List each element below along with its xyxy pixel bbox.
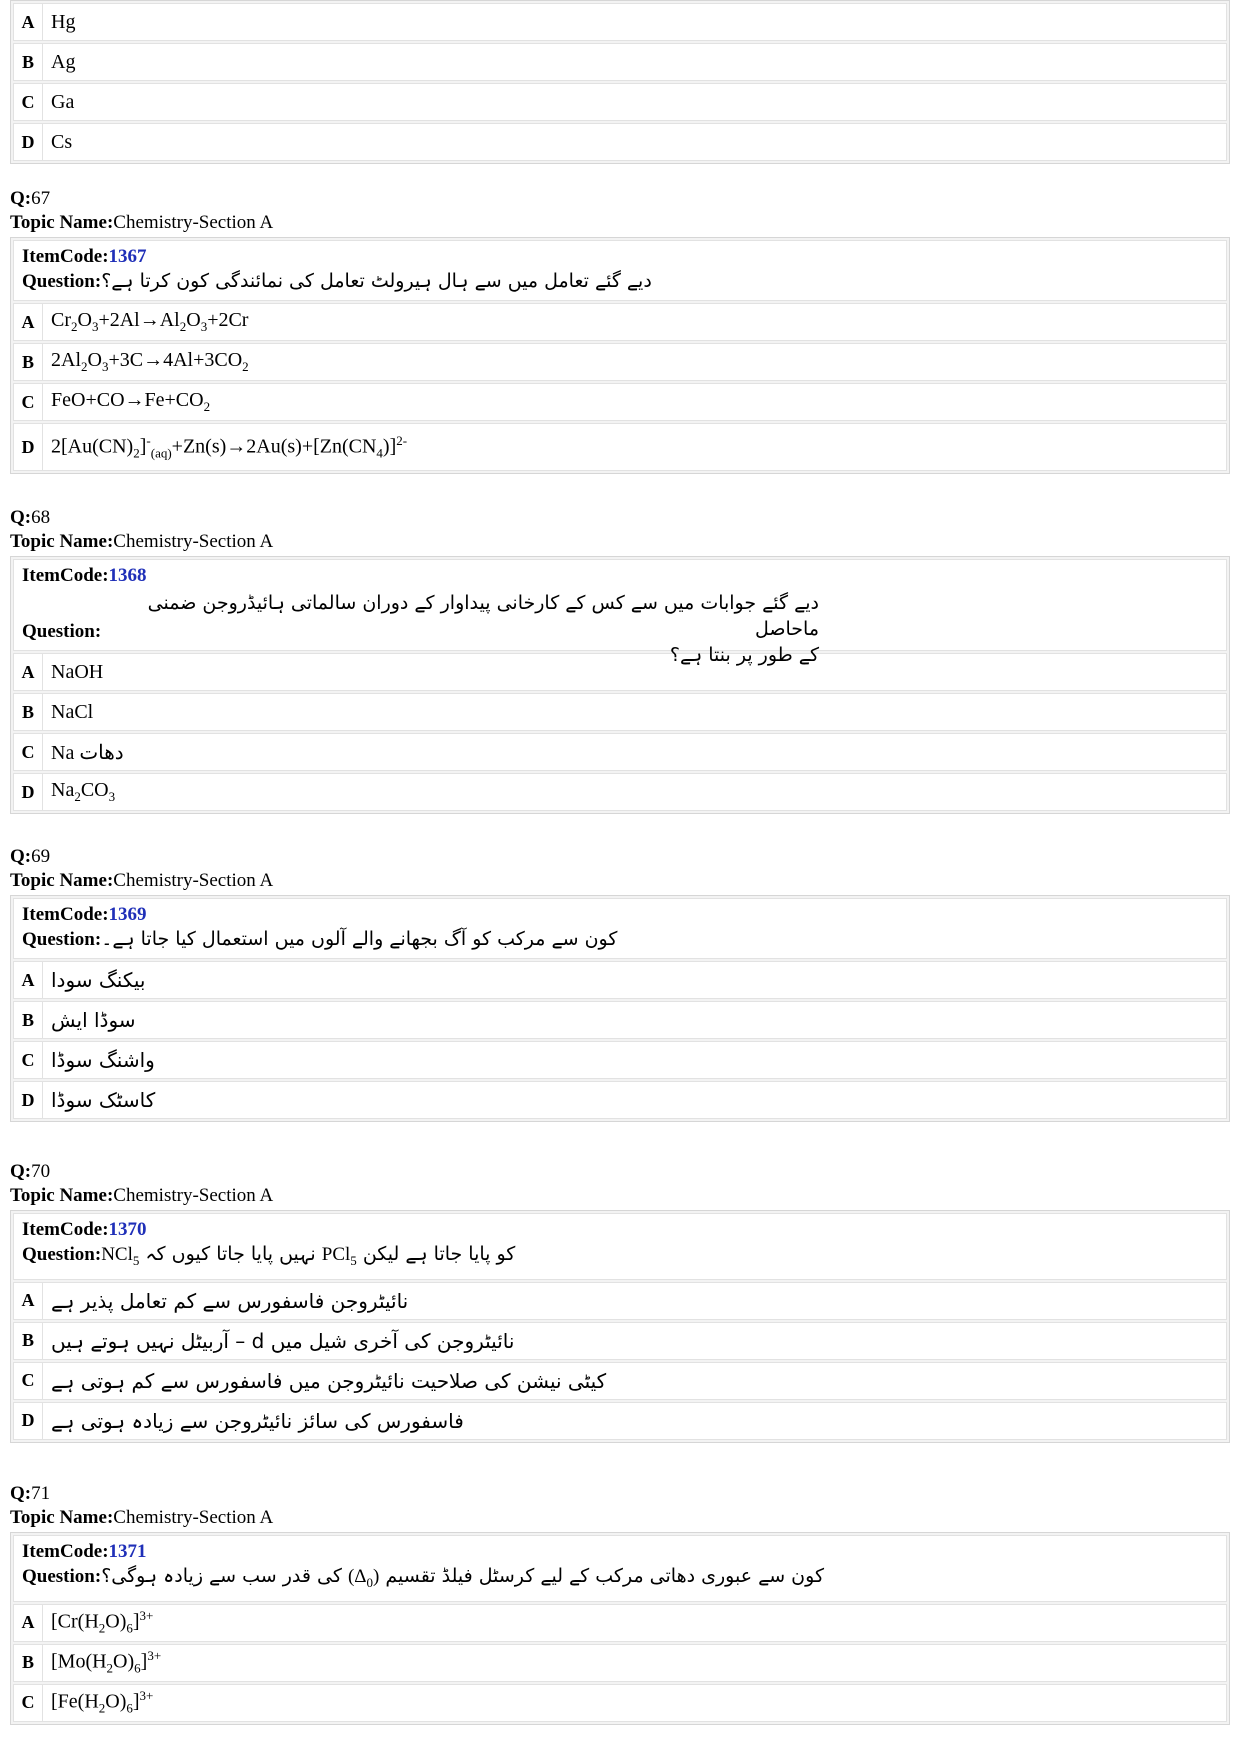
- question-number: Q:67: [10, 188, 51, 209]
- question-text: Question: کو پایا جاتا ہے لیکن PCl$_5$ نہیں پایا جاتا کیوں کہ NCl$_5$: [22, 1243, 516, 1268]
- q67-option-d: D $2[Au(CN)_2]^-_{(aq)}+Zn(s)\to 2Au(s)+[Zn(CN_4)]^{2-}$: [13, 423, 1227, 471]
- topic-name: Topic Name:Chemistry-Section A: [10, 1507, 274, 1528]
- topic-name: Topic Name:Chemistry-Section A: [10, 212, 274, 233]
- prev-question-block: [10, 0, 1230, 164]
- prev-option-d: D Cs: [13, 123, 1227, 161]
- item-code: ItemCode:1368: [22, 565, 147, 586]
- q69-option-b: B سوڈا ایش: [13, 1001, 1227, 1039]
- q67-option-c: C $FeO+CO\to Fe+CO_2$: [13, 383, 1227, 421]
- question-text: Question: کون سے عبوری دھاتی مرکب کے لیے کرسٹل فیلڈ تقسیم $(\Delta_0)$ کی قدر سب سے زیادہ ہوگی؟: [22, 1565, 824, 1590]
- q68-option-c: C Na دھات: [13, 733, 1227, 771]
- item-code: ItemCode:1371: [22, 1541, 147, 1562]
- prev-option-b: B Ag: [13, 43, 1227, 81]
- question-text-urdu: دیے گئے جوابات میں سے کس کے کارخانی پیداوار کے دوران سالماتی ہائیڈروجن ضمنی ماحاصل کے طور پر بنتا ہے؟: [147, 592, 819, 666]
- question-68-box: [13, 559, 1227, 666]
- question-71-frame: [10, 1532, 1230, 1725]
- question-text: Question:کون سے مرکب کو آگ بجھانے والے آلوں میں استعمال کیا جاتا ہے۔: [22, 928, 618, 950]
- prev-question-frame: [10, 0, 1230, 164]
- q68-option-b: B NaCl: [13, 693, 1227, 731]
- question-label: Question:: [22, 621, 102, 642]
- q69-option-d: D کاسٹک سوڈا: [13, 1081, 1227, 1119]
- q71-option-a: A $[Cr(H_2O)_6]^{3+}$: [13, 1604, 1227, 1642]
- q70-option-b: B نائیٹروجن کی آخری شیل میں d – آربیٹل نہیں ہوتے ہیں: [13, 1322, 1227, 1360]
- question-70-frame: [10, 1210, 1230, 1443]
- prev-option-c: C Ga: [13, 83, 1227, 121]
- question-71-box: [13, 1535, 1227, 1602]
- q71-option-c: C $[Fe(H_2O)_6]^{3+}$: [13, 1684, 1227, 1722]
- question-71-block: [10, 1482, 1230, 1725]
- item-code: ItemCode:1369: [22, 904, 147, 925]
- topic-name: Topic Name:Chemistry-Section A: [10, 870, 274, 891]
- question-70-block: [10, 1160, 1230, 1443]
- question-67-frame: [10, 237, 1230, 474]
- item-code: ItemCode:1367: [22, 246, 147, 267]
- question-69-frame: [10, 895, 1230, 1122]
- prev-option-a: A Hg: [13, 3, 1227, 41]
- q68-option-d: D $Na_2CO_3$: [13, 773, 1227, 811]
- question-69-block: [10, 845, 1230, 1122]
- q70-option-d: D فاسفورس کی سائز نائیٹروجن سے زیادہ ہوتی ہے: [13, 1402, 1227, 1440]
- question-67-block: [10, 187, 1230, 474]
- question-67-box: [13, 240, 1227, 301]
- question-70-box: [13, 1213, 1227, 1280]
- q67-option-a: A $Cr_2O_3+2Al\to Al_2O_3+2Cr$: [13, 303, 1227, 341]
- q70-option-a: A نائیٹروجن فاسفورس سے کم تعامل پذیر ہے: [13, 1282, 1227, 1320]
- q71-option-b: B $[Mo(H_2O)_6]^{3+}$: [13, 1644, 1227, 1682]
- question-68-block: [10, 506, 1230, 814]
- topic-name: Topic Name:Chemistry-Section A: [10, 1185, 274, 1206]
- question-number: Q:70: [10, 1161, 51, 1182]
- question-68-frame: [10, 556, 1230, 814]
- question-text: Question:دیے گئے تعامل میں سے ہال ہیرولٹ تعامل کی نمائندگی کون کرتا ہے؟: [22, 270, 652, 292]
- q67-option-b: B $2Al_2O_3+3C\to 4Al+3CO_2$: [13, 343, 1227, 381]
- question-number: Q:69: [10, 846, 51, 867]
- question-number: Q:71: [10, 1483, 51, 1504]
- question-number: Q:68: [10, 507, 51, 528]
- question-69-box: [13, 898, 1227, 959]
- q70-option-c: C کیٹی نیشن کی صلاحیت نائیٹروجن میں فاسفورس سے کم ہوتی ہے: [13, 1362, 1227, 1400]
- item-code: ItemCode:1370: [22, 1219, 147, 1240]
- q69-option-a: A بیکنگ سودا: [13, 961, 1227, 999]
- topic-name: Topic Name:Chemistry-Section A: [10, 531, 274, 552]
- q69-option-c: C واشنگ سوڈا: [13, 1041, 1227, 1079]
- q68-option-a: A NaOH: [13, 653, 1227, 691]
